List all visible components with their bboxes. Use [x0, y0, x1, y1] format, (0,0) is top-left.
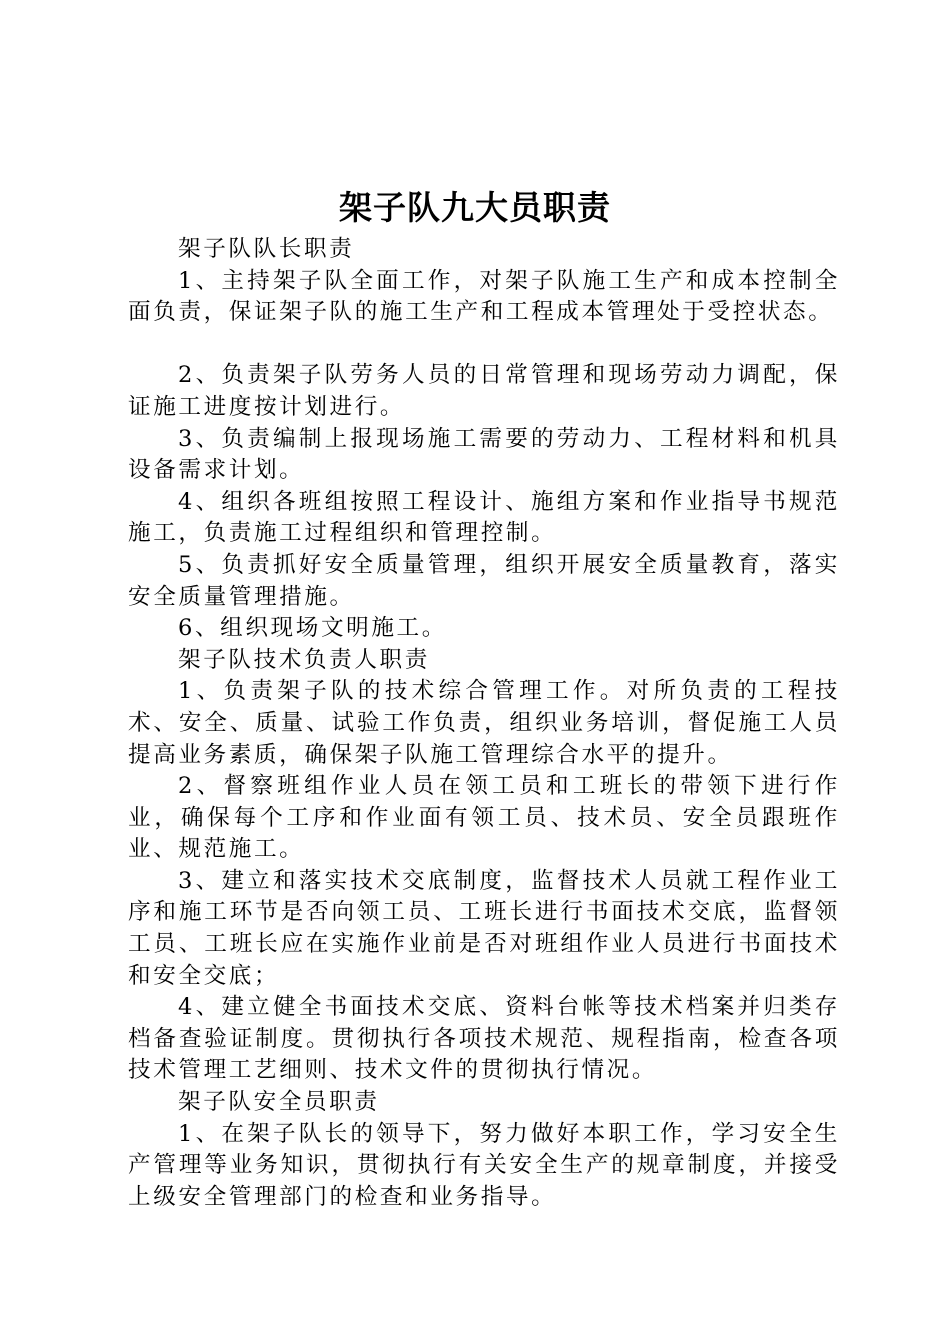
- section-item: 1、负责架子队的技术综合管理工作。对所负责的工程技术、安全、质量、试验工作负责，组织业务培训，督促施工人员提高业务素质，确保架子队施工管理综合水平的提升。: [128, 678, 840, 768]
- section-item: 5、负责抓好安全质量管理，组织开展安全质量教育，落实安全质量管理措施。: [128, 551, 840, 610]
- section-heading: 架子队安全员职责: [178, 1089, 380, 1116]
- section-item: 1、在架子队长的领导下，努力做好本职工作，学习安全生产管理等业务知识，贯彻执行有关安全生产的规章制度，并接受上级安全管理部门的检查和业务指导。: [128, 1120, 840, 1210]
- section-heading: 架子队技术负责人职责: [178, 646, 430, 673]
- document-body: [128, 234, 840, 1213]
- section-item: 3、负责编制上报现场施工需要的劳动力、工程材料和机具设备需求计划。: [128, 425, 840, 484]
- section-item: 4、建立健全书面技术交底、资料台帐等技术档案并归类存档备查验证制度。贯彻执行各项技术规范、规程指南，检查各项技术管理工艺细则、技术文件的贯彻执行情况。: [128, 994, 840, 1084]
- section-item: 2、督察班组作业人员在领工员和工班长的带领下进行作业，确保每个工序和作业面有领工员、技术员、安全员跟班作业、规范施工。: [128, 773, 840, 863]
- section-item: 3、建立和落实技术交底制度，监督技术人员就工程作业工序和施工环节是否向领工员、工班长进行书面技术交底，监督领工员、工班长应在实施作业前是否对班组作业人员进行书面技术和安全交底；: [128, 867, 840, 989]
- section-item: 1、主持架子队全面工作，对架子队施工生产和成本控制全面负责，保证架子队的施工生产和工程成本管理处于受控状态。: [128, 267, 840, 326]
- paragraph-spacer: [128, 329, 840, 361]
- document-title: 架子队九大员职责: [339, 188, 611, 227]
- section-item: 6、组织现场文明施工。: [178, 615, 447, 642]
- section-heading: 架子队队长职责: [178, 236, 355, 262]
- section-item: 4、组织各班组按照工程设计、施组方案和作业指导书规范施工，负责施工过程组织和管理控制。: [128, 488, 840, 547]
- section-item: 2、负责架子队劳务人员的日常管理和现场劳动力调配，保证施工进度按计划进行。: [128, 362, 840, 420]
